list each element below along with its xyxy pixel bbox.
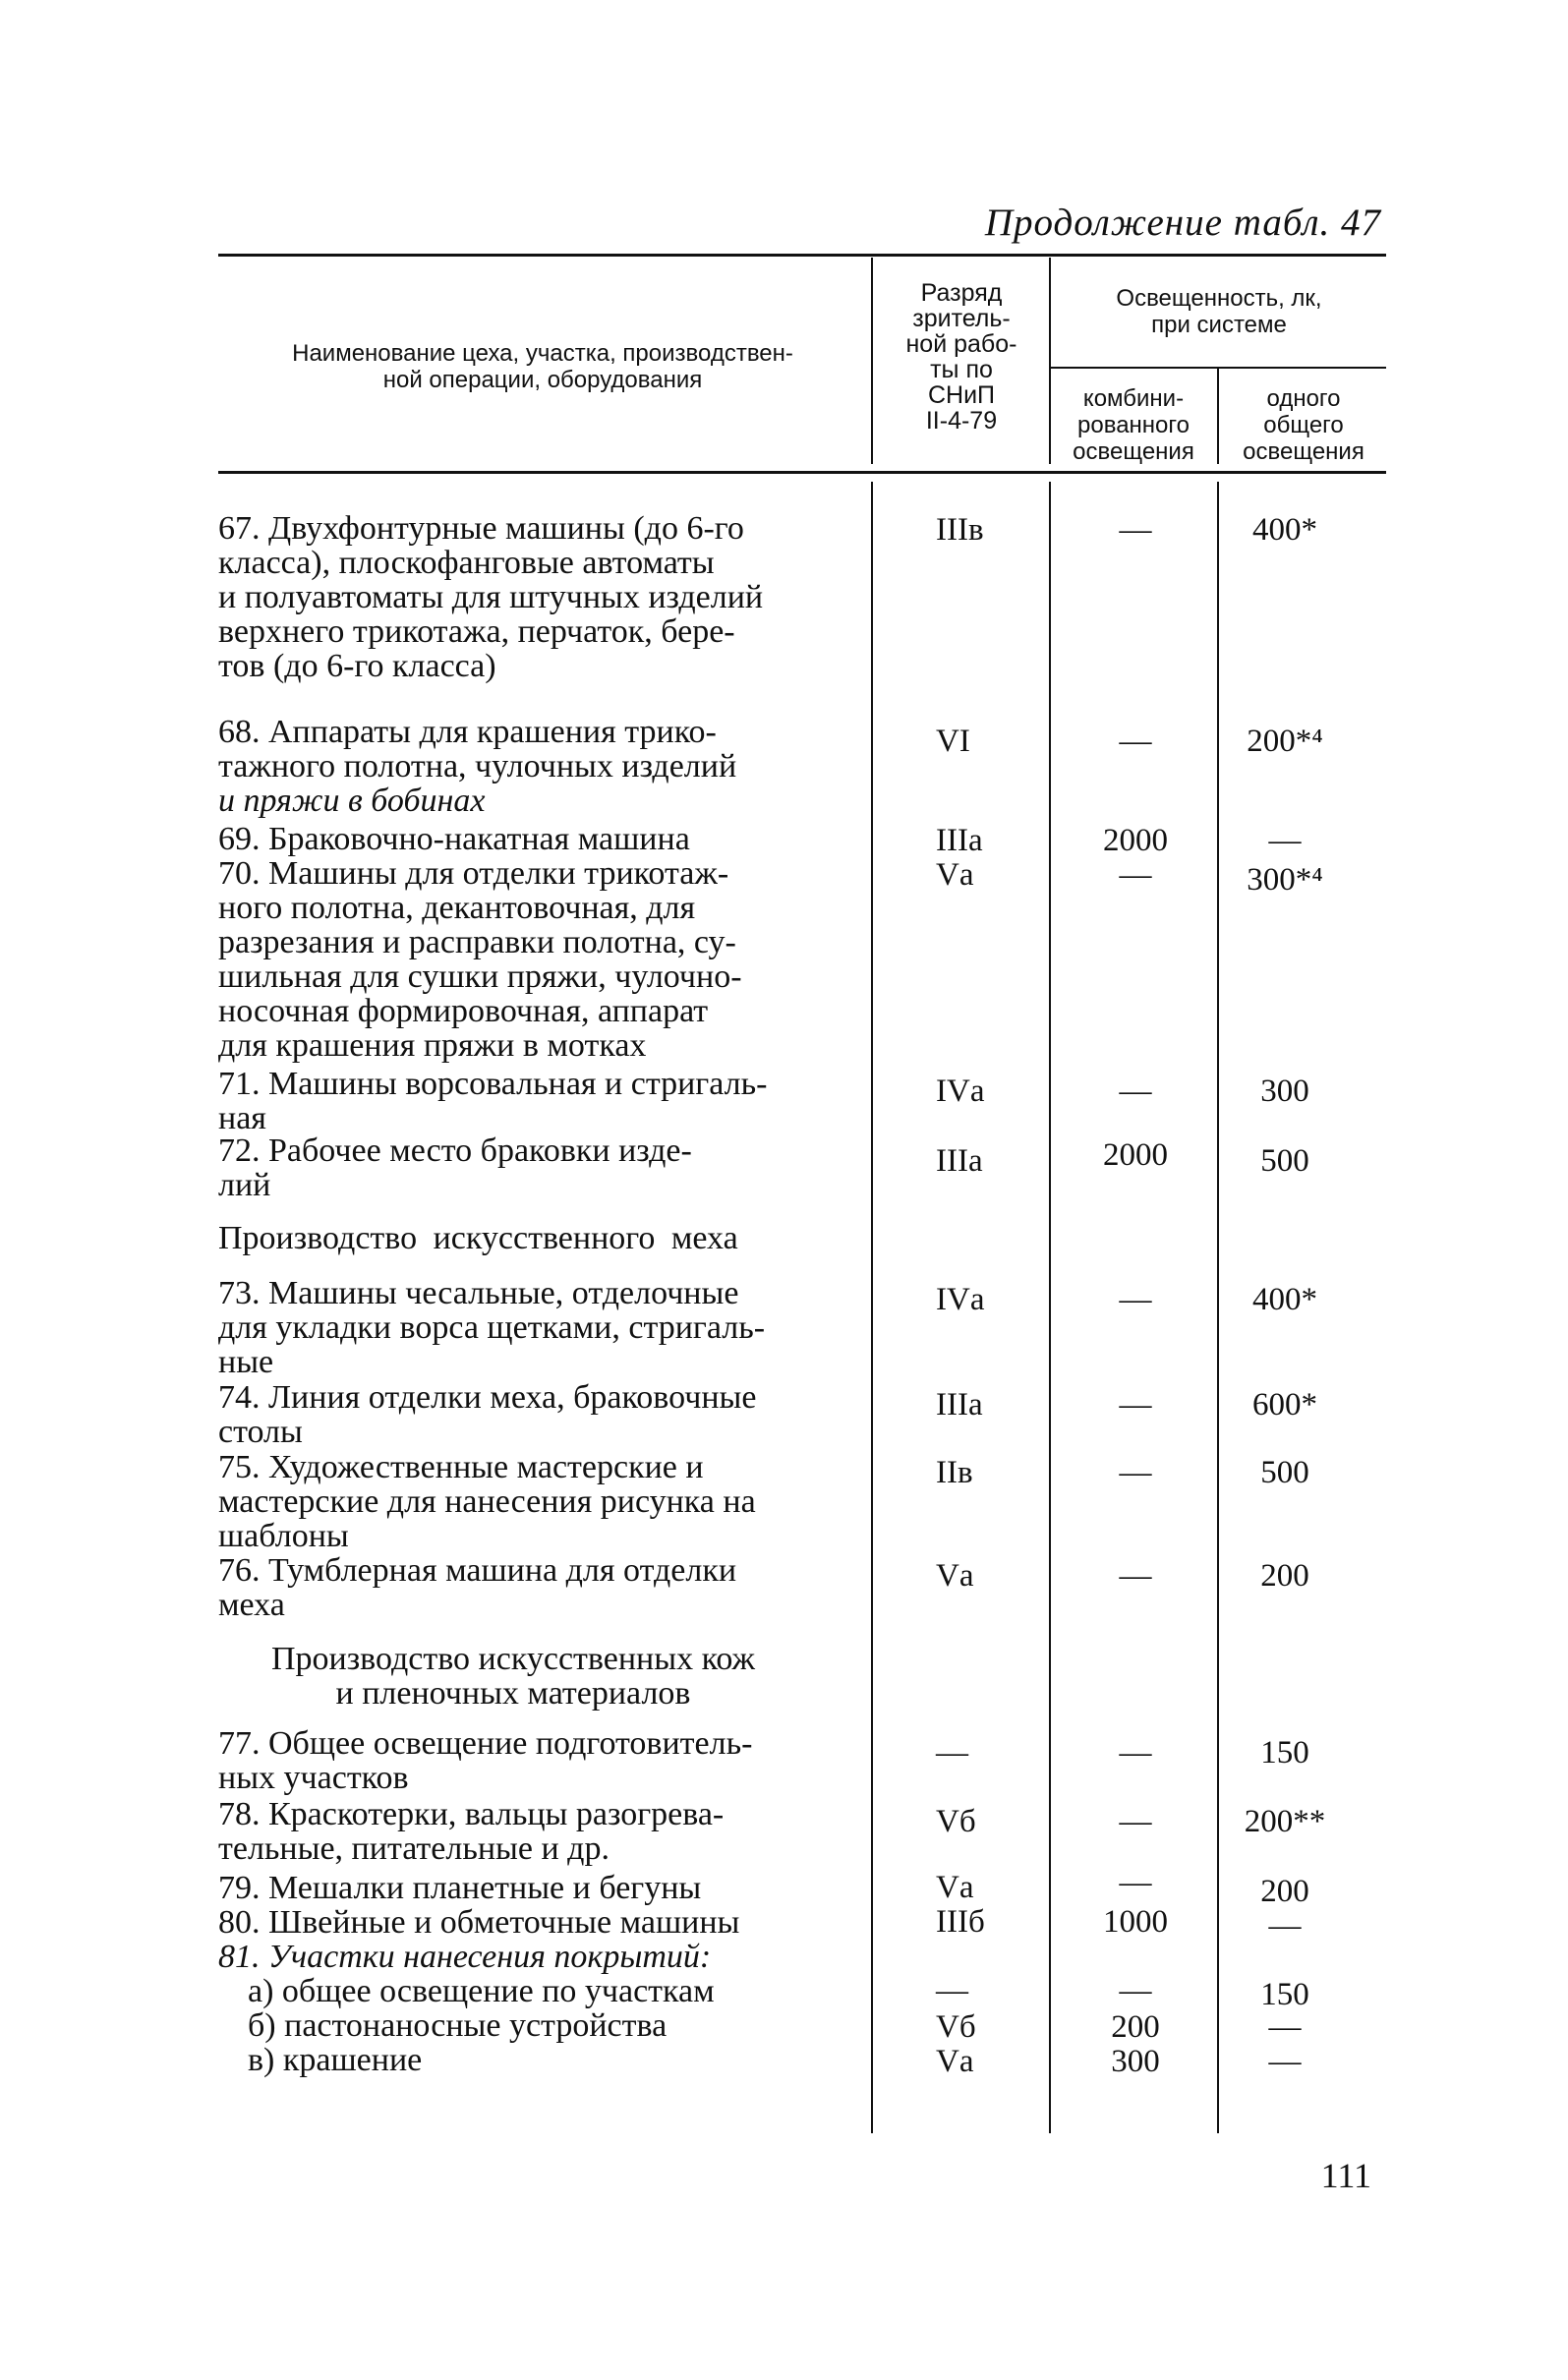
- table-row-78-text: [218, 1797, 847, 1866]
- row-81a-general: 150: [1260, 1977, 1309, 2012]
- table-row-81b-text: [248, 2008, 847, 2043]
- header-combined-line: комбини-: [1082, 385, 1185, 412]
- row-text-line: 77. Общее освещение подготовитель-: [218, 1725, 753, 1762]
- header-grade-line: ной рабо-: [905, 330, 1017, 358]
- section-heading-fur: Производство искусственного меха: [218, 1220, 738, 1256]
- row-text-line: меха: [218, 1587, 285, 1623]
- row-text-line: 70. Машины для отделки трикотаж-: [218, 855, 729, 892]
- row-74-grade: IIIа: [936, 1387, 983, 1422]
- row-81a-combined: —: [1119, 1973, 1152, 2008]
- header-grade-line: II-4-79: [925, 407, 998, 435]
- row-text-line: тажного полотна, чулочных изделий: [218, 748, 737, 784]
- row-text-line: 69. Браковочно-накатная машина: [218, 821, 690, 857]
- row-74-combined: —: [1119, 1387, 1152, 1422]
- row-78-grade: Vб: [936, 1804, 976, 1839]
- row-81c-general: —: [1268, 2044, 1302, 2079]
- row-text-line: 71. Машины ворсовальная и стригаль-: [218, 1066, 768, 1102]
- row-text-line: 80. Швейные и обметочные машины: [218, 1904, 740, 1941]
- row-text-line: б) пастонаносные устройства: [248, 2007, 668, 2044]
- row-81b-combined: 200: [1111, 2009, 1160, 2045]
- table-row-74-text: [218, 1380, 847, 1449]
- header-name-line: ной операции, оборудования: [382, 367, 703, 393]
- continuation-title: Продолжение табл. 47: [984, 202, 1381, 244]
- row-text-line: ных участков: [218, 1760, 409, 1796]
- row-73-general: 400*: [1252, 1282, 1317, 1317]
- row-text-line: в) крашение: [248, 2042, 423, 2078]
- table-row-80-text: [218, 1905, 847, 1940]
- column-divider-2-body: [1049, 482, 1051, 2133]
- table-row-76-text: [218, 1553, 847, 1622]
- header-illum-line: Освещенность, лк,: [1116, 285, 1322, 312]
- row-text-line: 78. Краскотерки, вальцы разогрева-: [218, 1796, 725, 1832]
- row-text-line: и полуавтоматы для штучных изделий: [218, 579, 764, 615]
- table-row-79-text: [218, 1871, 847, 1905]
- row-text-line: тов (до 6-го класса): [218, 648, 496, 684]
- row-68-combined: —: [1119, 724, 1152, 759]
- header-grade-line: СНиП: [927, 381, 996, 409]
- table-row-81a-text: [248, 1974, 847, 2008]
- row-81b-grade: Vб: [936, 2009, 976, 2045]
- header-combined-line: освещения: [1073, 438, 1194, 465]
- row-text-line: носочная формировочная, аппарат: [218, 993, 709, 1029]
- row-76-combined: —: [1119, 1558, 1152, 1594]
- row-text-line: ные: [218, 1344, 274, 1380]
- row-68-general: 200*⁴: [1247, 724, 1323, 759]
- row-79-general: 200: [1260, 1874, 1309, 1909]
- header-grade-line: Разряд: [920, 279, 1003, 307]
- row-69-grade: IIIа: [936, 823, 983, 858]
- row-68-grade: VI: [936, 724, 970, 759]
- row-69-combined: 2000: [1103, 823, 1168, 858]
- row-70-combined: —: [1119, 857, 1152, 893]
- row-81c-combined: 300: [1111, 2044, 1160, 2079]
- row-75-combined: —: [1119, 1455, 1152, 1490]
- header-grade-line: зритель-: [912, 305, 1011, 332]
- row-67-combined: —: [1119, 512, 1152, 548]
- section-heading-line: и пленочных материалов: [335, 1675, 691, 1712]
- table-row-72-text: [218, 1133, 847, 1202]
- row-text-line: тельные, питательные и др.: [218, 1830, 610, 1867]
- row-text-line: 73. Машины чесальные, отделочные: [218, 1275, 739, 1311]
- header-general-line: освещения: [1243, 438, 1365, 465]
- row-text-line: 81. Участки нанесения покрытий:: [218, 1939, 712, 1975]
- row-text-line: а) общее освещение по участкам: [248, 1973, 715, 2009]
- row-72-combined: 2000: [1103, 1137, 1168, 1173]
- table-row-73-text: [218, 1276, 847, 1379]
- row-text-line: разрезания и расправки полотна, су-: [218, 924, 736, 960]
- row-text-line: мастерские для нанесения рисунка на: [218, 1483, 756, 1520]
- row-76-general: 200: [1260, 1558, 1309, 1594]
- header-combined-column: [1052, 385, 1215, 465]
- row-text-line: шильная для сушки пряжи, чулочно-: [218, 958, 742, 995]
- row-80-general: —: [1268, 1908, 1302, 1944]
- row-77-grade: —: [936, 1735, 968, 1770]
- row-text-line: 75. Художественные мастерские и: [218, 1449, 704, 1485]
- row-73-grade: IVа: [936, 1282, 985, 1317]
- row-75-grade: IIв: [936, 1455, 973, 1490]
- row-73-combined: —: [1119, 1282, 1152, 1317]
- table-row-71-text: [218, 1067, 847, 1135]
- table-row-81c-text: [248, 2043, 847, 2077]
- row-70-grade: Vа: [936, 857, 974, 893]
- table-row-69-text: [218, 822, 847, 856]
- header-illum-line: при системе: [1151, 312, 1287, 338]
- row-text-line: 67. Двухфонтурные машины (до 6-го: [218, 510, 744, 547]
- row-81a-grade: —: [936, 1973, 968, 2008]
- header-general-column: [1221, 385, 1386, 465]
- row-text-line: верхнего трикотажа, перчаток, бере-: [218, 613, 735, 650]
- row-78-general: 200**: [1244, 1804, 1326, 1839]
- row-text-line: столы: [218, 1414, 303, 1450]
- row-text-line: класса), плоскофанговые автоматы: [218, 545, 715, 581]
- table-row-75-text: [218, 1450, 847, 1553]
- column-divider-3-body: [1217, 482, 1219, 2133]
- header-illumination-column: [1052, 285, 1386, 338]
- row-text-line: для укладки ворса щетками, стригаль-: [218, 1309, 766, 1346]
- table-row-67-text: [218, 511, 847, 683]
- row-67-general: 400*: [1252, 512, 1317, 548]
- row-81c-grade: Vа: [936, 2044, 974, 2079]
- row-text-line: 79. Мешалки планетные и бегуны: [218, 1870, 702, 1906]
- table-row-77-text: [218, 1726, 847, 1795]
- row-67-grade: IIIв: [936, 512, 984, 548]
- row-77-combined: —: [1119, 1735, 1152, 1770]
- row-text-line: лий: [218, 1167, 271, 1203]
- header-general-line: одного: [1266, 385, 1341, 412]
- column-divider-1-body: [871, 482, 873, 2133]
- row-77-general: 150: [1260, 1735, 1309, 1770]
- row-76-grade: Vа: [936, 1558, 974, 1594]
- row-79-grade: Vа: [936, 1870, 974, 1905]
- row-80-grade: IIIб: [936, 1904, 985, 1940]
- row-text-line: шаблоны: [218, 1518, 349, 1554]
- header-name-column: [218, 340, 867, 393]
- table-row-81-text: [218, 1940, 847, 1974]
- section-heading-line: Производство искусственных кож: [270, 1641, 756, 1677]
- row-72-grade: IIIа: [936, 1143, 983, 1179]
- column-divider-3: [1217, 369, 1219, 464]
- column-divider-2: [1049, 258, 1051, 464]
- row-75-general: 500: [1260, 1455, 1309, 1490]
- row-72-general: 500: [1260, 1143, 1309, 1179]
- row-70-general: 300*⁴: [1247, 862, 1323, 898]
- header-grade-line: ты по: [930, 356, 993, 383]
- row-71-combined: —: [1119, 1074, 1152, 1109]
- row-text-line: ного полотна, декантовочная, для: [218, 890, 696, 926]
- row-81b-general: —: [1268, 2009, 1302, 2045]
- row-80-combined: 1000: [1103, 1904, 1168, 1940]
- row-78-combined: —: [1119, 1804, 1152, 1839]
- row-text-line: ная: [218, 1100, 266, 1136]
- row-79-combined: —: [1119, 1865, 1152, 1900]
- column-divider-1: [871, 258, 873, 464]
- row-71-general: 300: [1260, 1074, 1309, 1109]
- row-text-line: 68. Аппараты для крашения трико-: [218, 714, 717, 750]
- row-69-general: —: [1268, 823, 1302, 858]
- table-row-68-text: [218, 715, 847, 818]
- row-71-grade: IVа: [936, 1074, 985, 1109]
- table-top-rule: [218, 254, 1386, 257]
- header-grade-column: [875, 280, 1048, 434]
- page-number: 111: [1320, 2156, 1371, 2195]
- row-text-line: и пряжи в бобинах: [218, 783, 486, 819]
- row-text-line: 76. Тумблерная машина для отделки: [218, 1552, 737, 1589]
- section-heading-leather: [218, 1642, 808, 1711]
- header-name-line: Наименование цеха, участка, производствен-: [292, 340, 793, 367]
- row-text-line: для крашения пряжи в мотках: [218, 1027, 647, 1064]
- header-combined-line: рованного: [1077, 412, 1190, 438]
- row-74-general: 600*: [1252, 1387, 1317, 1422]
- row-text-line: 74. Линия отделки меха, браковочные: [218, 1379, 757, 1416]
- header-bottom-rule: [218, 471, 1386, 474]
- table-row-70-text: [218, 856, 847, 1063]
- header-general-line: общего: [1263, 412, 1344, 438]
- row-text-line: 72. Рабочее место браковки изде-: [218, 1132, 692, 1169]
